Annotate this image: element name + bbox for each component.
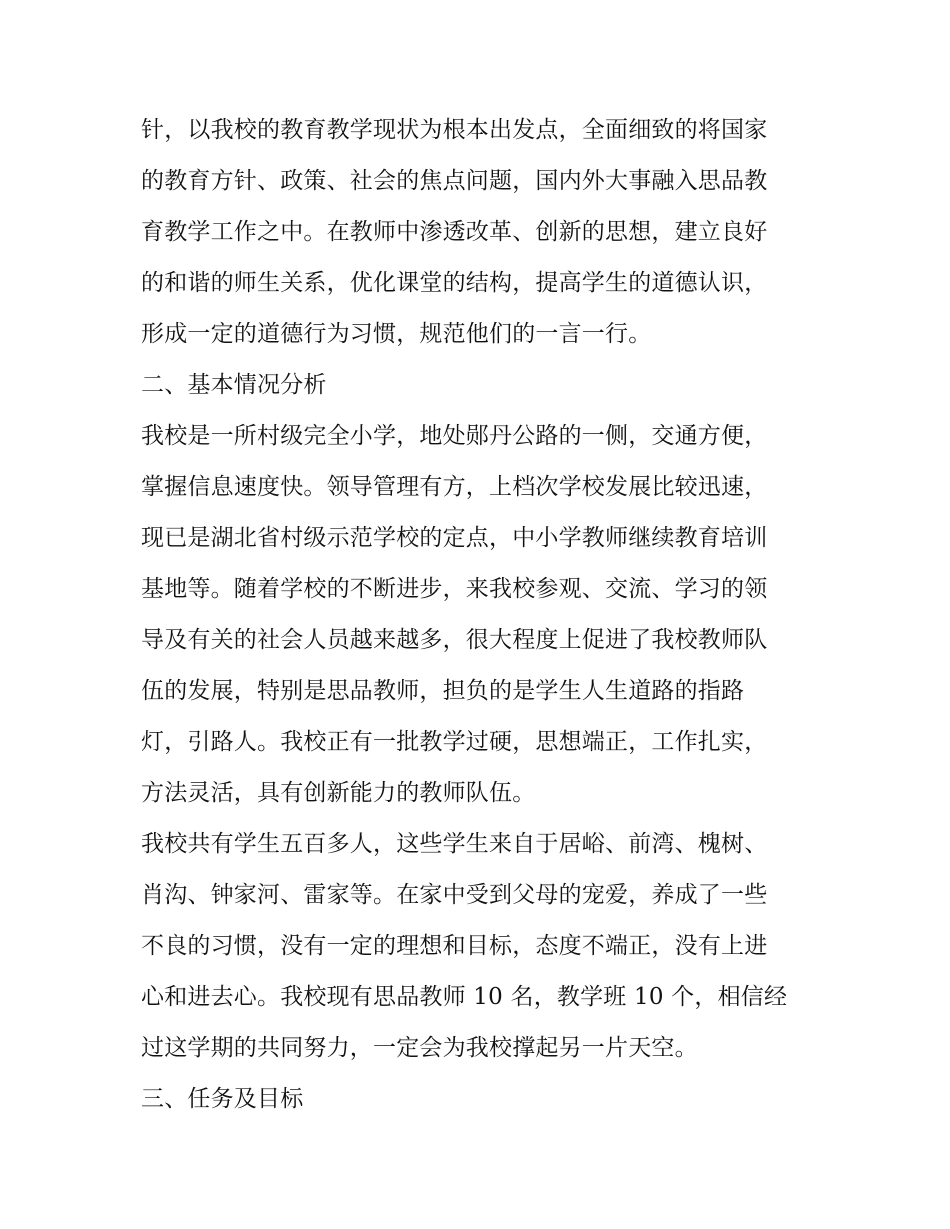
text-line: 的教育方针、政策、社会的焦点问题，国内外大事融入思品教	[141, 168, 768, 194]
text-line: 导及有关的社会人员越来越多，很大程度上促进了我校教师队	[141, 627, 768, 653]
text-line: 肖沟、钟家河、雷家等。在家中受到父母的宠爱，养成了一些	[141, 882, 768, 908]
text-line: 伍的发展，特别是思品教师，担负的是学生人生道路的指路	[141, 678, 745, 704]
paragraph-intro	[141, 105, 813, 360]
text-line: 方法灵活，具有创新能力的教师队伍。	[141, 780, 536, 806]
section-heading-tasks-goals: 三、任务及目标	[141, 1086, 304, 1112]
paragraph-students	[141, 819, 813, 1074]
text-line: 过这学期的共同努力，一定会为我校撑起另一片天空。	[141, 1035, 698, 1061]
text-line: 育教学工作之中。在教师中渗透改革、创新的思想，建立良好	[141, 219, 768, 245]
section-heading-basic-analysis: 二、基本情况分析	[141, 372, 327, 398]
text-line: 掌握信息速度快。领导管理有方，上档次学校发展比较迅速，	[141, 474, 768, 500]
text-line: 基地等。随着学校的不断进步，来我校参观、交流、学习的领	[141, 576, 768, 602]
paragraph-school-situation	[141, 411, 813, 819]
text-line: 我校是一所村级完全小学，地处郧丹公路的一侧，交通方便，	[141, 423, 768, 449]
text-line: 心和进去心。我校现有思品教师 10 名，教学班 10 个，相信经	[141, 984, 788, 1010]
text-line: 的和谐的师生关系，优化课堂的结构，提高学生的道德认识，	[141, 270, 768, 296]
text-line: 不良的习惯，没有一定的理想和目标，态度不端正，没有上进	[141, 933, 768, 959]
text-line: 形成一定的道德行为习惯，规范他们的一言一行。	[141, 321, 652, 347]
text-line: 灯，引路人。我校正有一批教学过硬，思想端正，工作扎实，	[141, 729, 768, 755]
text-line: 针，以我校的教育教学现状为根本出发点，全面细致的将国家	[141, 117, 768, 143]
text-line: 我校共有学生五百多人，这些学生来自于居峪、前湾、槐树、	[141, 831, 768, 857]
text-line: 现已是湖北省村级示范学校的定点，中小学教师继续教育培训	[141, 525, 768, 551]
document-body	[141, 105, 813, 1125]
